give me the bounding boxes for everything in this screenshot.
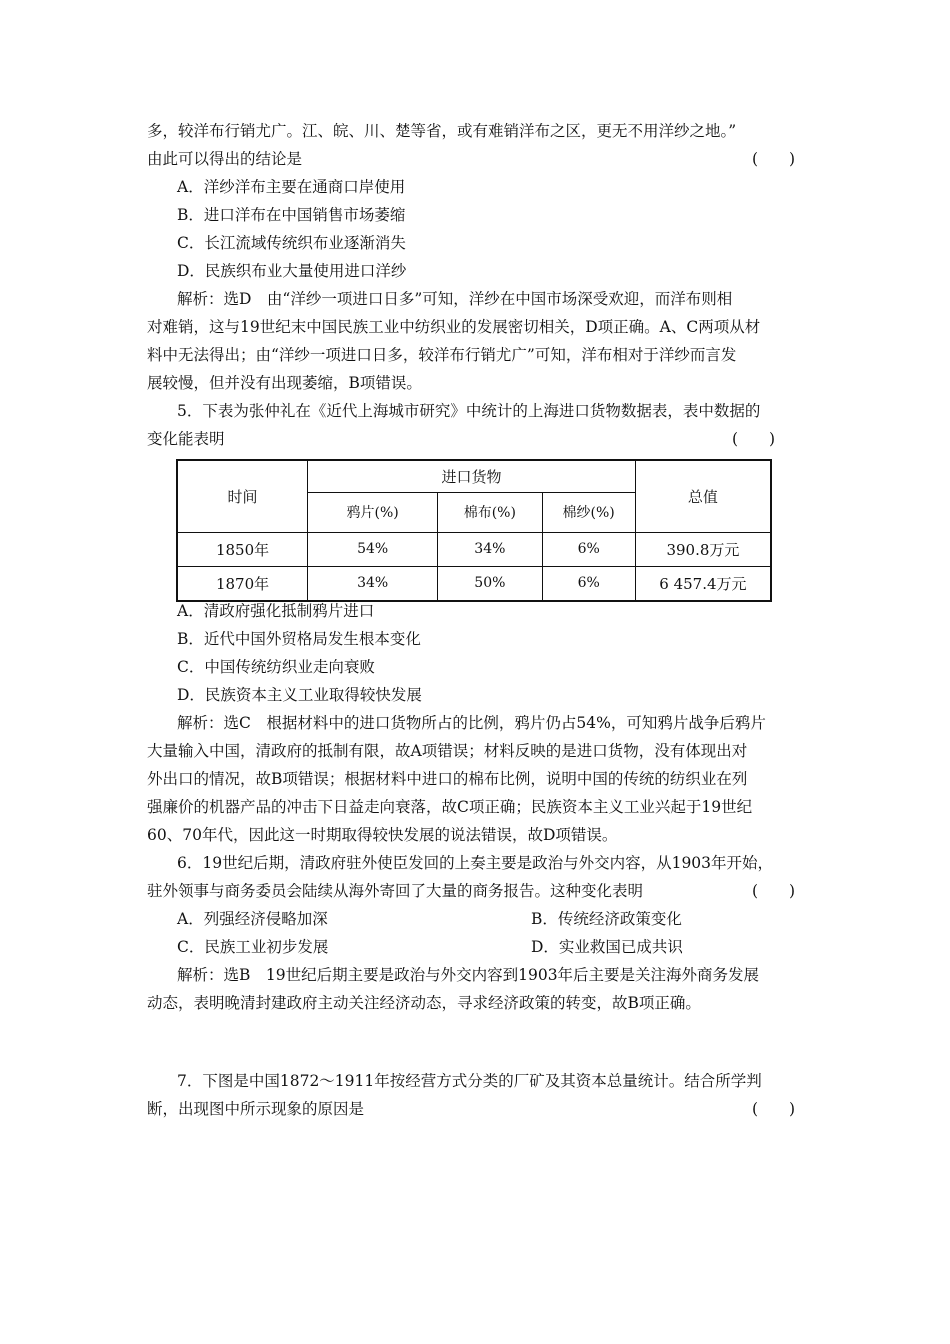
q5-analysis-line: 强廉价的机器产品的冲击下日益走向衰落，故C项正确；民族资本主义工业兴起于19世纪 — [147, 798, 753, 816]
table-header-total: 总值 — [635, 460, 771, 532]
q4-option-a: A．洋纱洋布主要在通商口岸使用 — [177, 178, 406, 196]
q6-option-c: C．民族工业初步发展 — [177, 938, 329, 956]
q5-analysis-line: 60、70年代，因此这一时期取得较快发展的说法错误，故D项错误。 — [147, 826, 618, 844]
table-row — [177, 532, 771, 566]
q5-answer-blank: ( ) — [732, 430, 776, 448]
table-cell-year: 1870年 — [177, 566, 308, 601]
q4-analysis-line: 对难销，这与19世纪末中国民族工业中纺织业的发展密切相关，D项正确。A、C两项从材 — [147, 318, 761, 336]
q4-option-d: D．民族织布业大量使用进口洋纱 — [177, 262, 407, 280]
q6-answer-blank: ( ) — [752, 882, 796, 900]
q6-stem-line2: 驻外领事与商务委员会陆续从海外寄回了大量的商务报告。这种变化表明 — [147, 882, 644, 900]
q6-analysis-line: 解析：选B 19世纪后期主要是政治与外交内容到1903年后主要是关注海外商务发展 — [177, 966, 760, 984]
q5-option-c: C．中国传统纺织业走向衰败 — [177, 658, 375, 676]
table-cell-yarn: 6% — [542, 532, 635, 566]
table-cell-opium: 34% — [308, 566, 438, 601]
table-cell-cloth: 50% — [438, 566, 542, 601]
q7-answer-blank: ( ) — [752, 1100, 796, 1118]
table-row — [177, 566, 771, 601]
table-cell-total: 390.8万元 — [635, 532, 771, 566]
import-goods-table — [176, 459, 772, 602]
table-subheader-yarn: 棉纱(%) — [542, 492, 635, 532]
q5-analysis-line: 解析：选C 根据材料中的进口货物所占的比例，鸦片仍占54%，可知鸦片战争后鸦片 — [177, 714, 766, 732]
q5-stem-line2: 变化能表明 — [147, 430, 225, 448]
table-subheader-cloth: 棉布(%) — [438, 492, 542, 532]
table-cell-total: 6 457.4万元 — [635, 566, 771, 601]
q4-analysis-line: 展较慢，但并没有出现萎缩，B项错误。 — [147, 374, 422, 392]
table-cell-year: 1850年 — [177, 532, 308, 566]
q5-option-b: B．近代中国外贸格局发生根本变化 — [177, 630, 421, 648]
q4-analysis-line: 料中无法得出；由“洋纱一项进口日多，较洋布行销尤广”可知，洋布相对于洋纱而言发 — [147, 346, 737, 364]
table-header-goods: 进口货物 — [308, 460, 636, 492]
q4-stem: 由此可以得出的结论是 — [147, 150, 303, 168]
q5-analysis-line: 外出口的情况，故B项错误；根据材料中进口的棉布比例，说明中国的传统的纺织业在列 — [147, 770, 748, 788]
q4-option-b: B．进口洋布在中国销售市场萎缩 — [177, 206, 406, 224]
table-header-time: 时间 — [177, 460, 308, 532]
q5-option-a: A．清政府强化抵制鸦片进口 — [177, 602, 375, 620]
q6-option-a: A．列强经济侵略加深 — [177, 910, 328, 928]
q4-analysis-line: 解析：选D 由“洋纱一项进口日多”可知，洋纱在中国市场深受欢迎，而洋布则相 — [177, 290, 733, 308]
q5-analysis-line: 大量输入中国，清政府的抵制有限，故A项错误；材料反映的是进口货物，没有体现出对 — [147, 742, 748, 760]
q4-option-c: C．长江流域传统织布业逐渐消失 — [177, 234, 406, 252]
table-subheader-opium: 鸦片(%) — [308, 492, 438, 532]
q5-stem-line1: 5．下表为张仲礼在《近代上海城市研究》中统计的上海进口货物数据表，表中数据的 — [177, 402, 761, 420]
q7-stem-line2: 断，出现图中所示现象的原因是 — [147, 1100, 365, 1118]
q6-option-d: D．实业救国已成共识 — [531, 938, 683, 956]
table-cell-opium: 54% — [308, 532, 438, 566]
q6-option-b: B．传统经济政策变化 — [531, 910, 682, 928]
q6-stem-line1: 6．19世纪后期，清政府驻外使臣发回的上奏主要是政治与外交内容，从1903年开始， — [177, 854, 774, 872]
q4-answer-blank: ( ) — [752, 150, 796, 168]
q7-stem-line1: 7．下图是中国1872～1911年按经营方式分类的厂矿及其资本总量统计。结合所学判 — [177, 1072, 762, 1090]
table-cell-yarn: 6% — [542, 566, 635, 601]
q5-option-d: D．民族资本主义工业取得较快发展 — [177, 686, 422, 704]
table-cell-cloth: 34% — [438, 532, 542, 566]
q4-material-line: 多，较洋布行销尤广。江、皖、川、楚等省，或有难销洋布之区，更无不用洋纱之地。” — [147, 122, 737, 140]
q6-analysis-line: 动态，表明晚清封建政府主动关注经济动态，寻求经济政策的转变，故B项正确。 — [147, 994, 701, 1012]
